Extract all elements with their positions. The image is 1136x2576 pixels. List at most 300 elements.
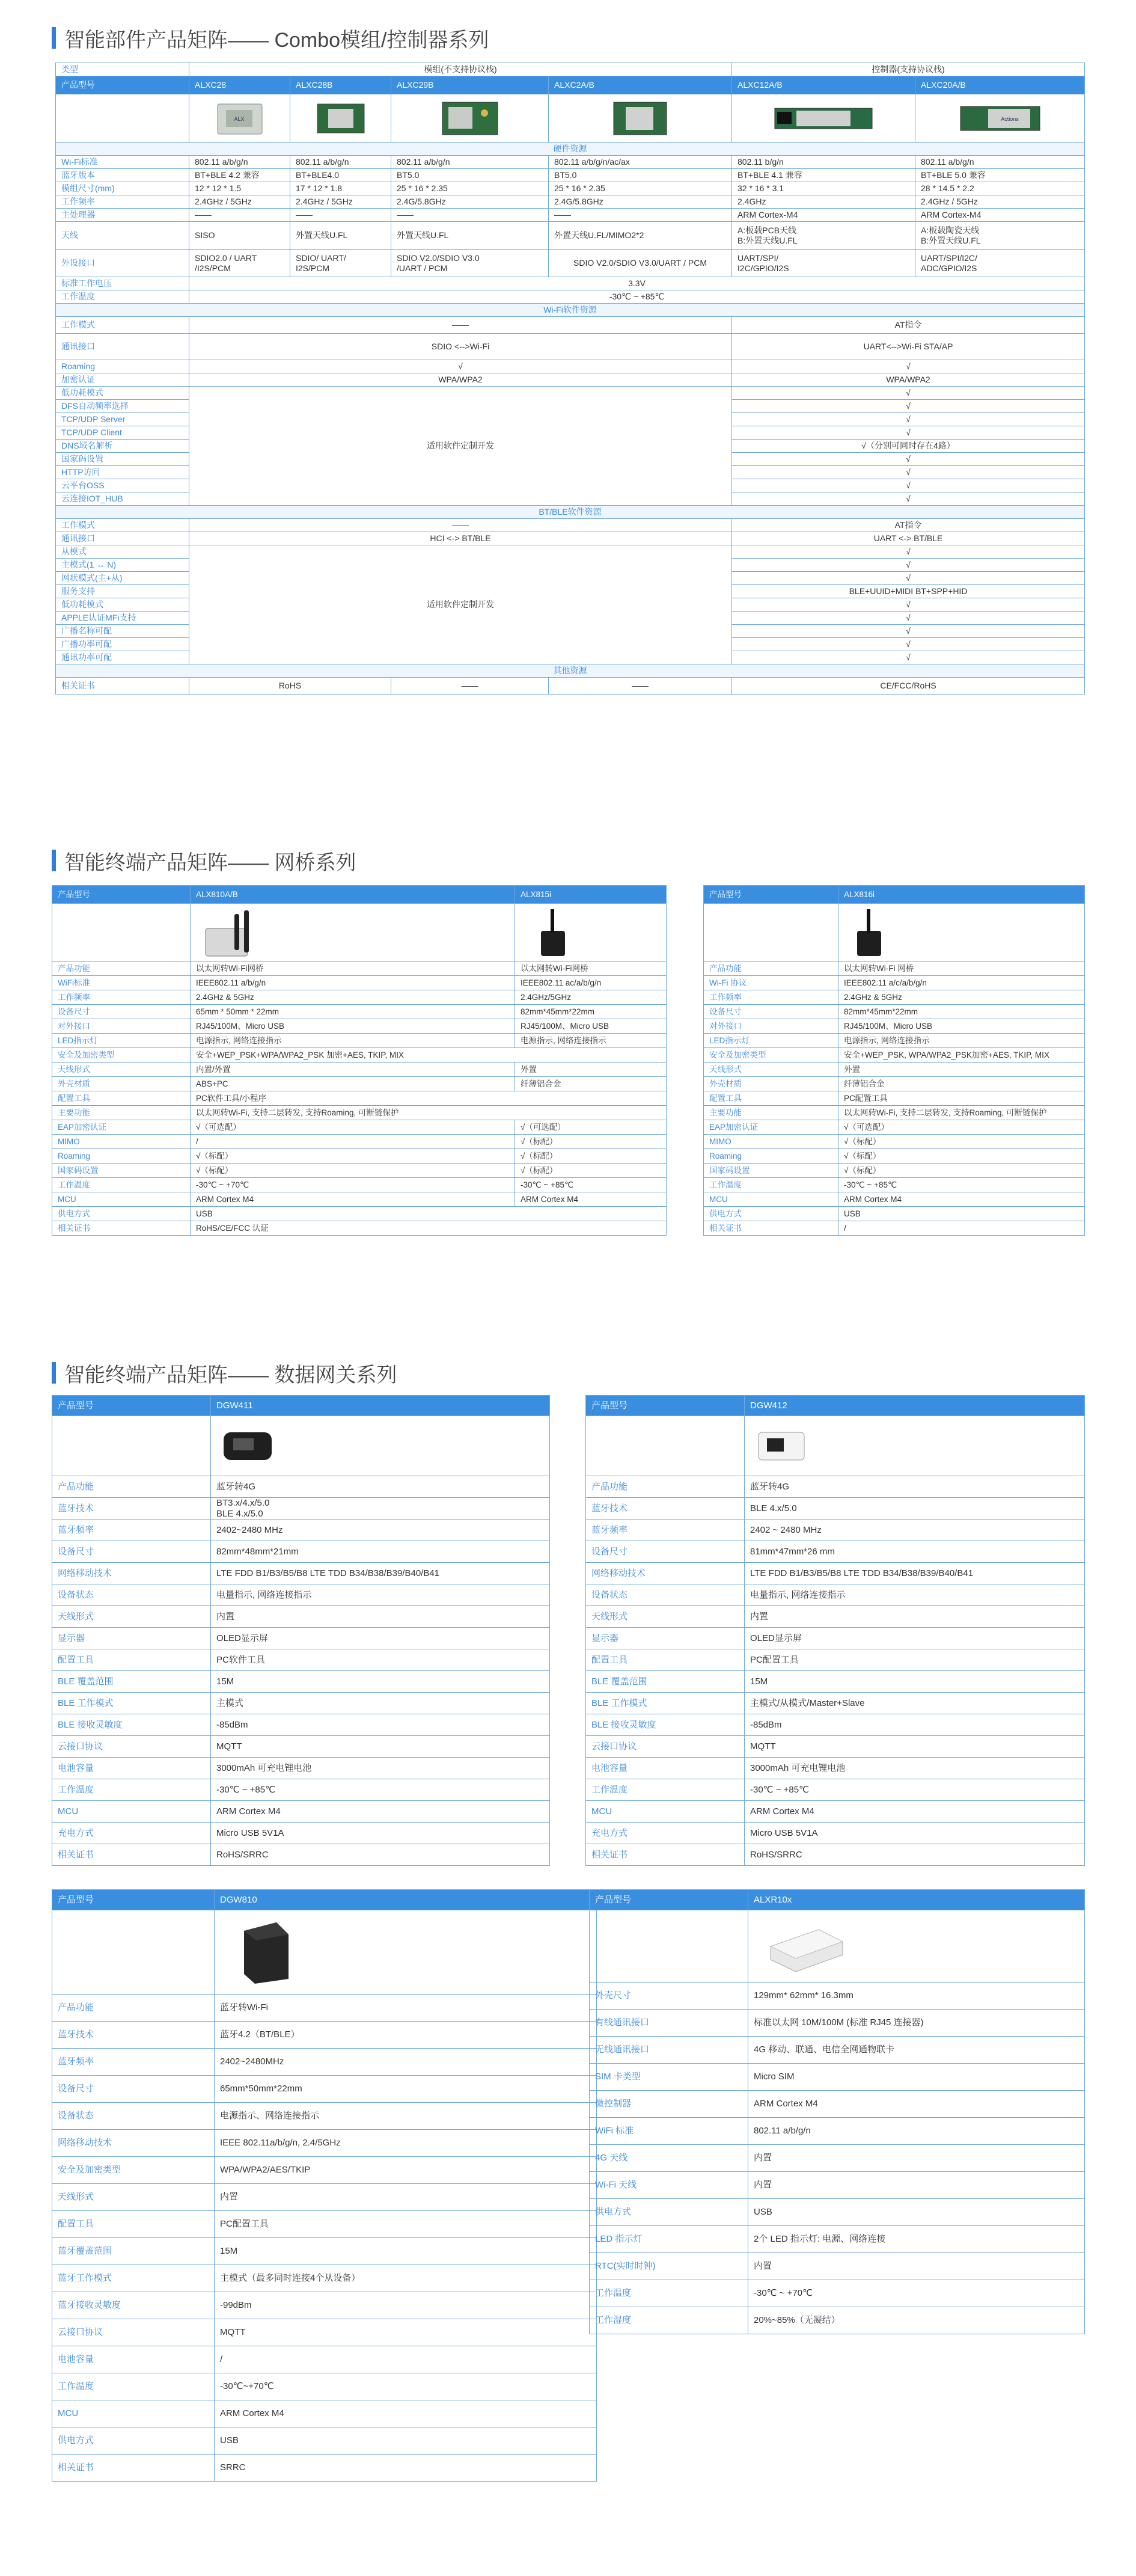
table-row	[52, 1207, 667, 1221]
spec-value: 2.4G/5.8GHz	[391, 195, 549, 209]
bt-mode-module: ——	[189, 519, 732, 532]
row-label: 蓝牙频率	[586, 1520, 745, 1541]
spec-value: ——	[189, 209, 290, 222]
spec-value: 2.4GHz / 5GHz	[915, 195, 1085, 209]
row-label: 蓝牙技术	[586, 1498, 745, 1520]
product-image	[549, 94, 732, 143]
model-cell: ALXC29B	[391, 76, 549, 94]
row-label: 对外接口	[52, 1019, 191, 1034]
table-row	[704, 1135, 1085, 1149]
controller-value: √	[732, 400, 1085, 413]
row-label: 网络移动技术	[586, 1563, 745, 1584]
spec-value: 纤薄铝合金	[838, 1077, 1085, 1091]
gateway-table-alxr10x	[589, 1889, 1085, 2334]
spec-value: BT3.x/4.x/5.0 BLE 4.x/5.0	[211, 1498, 550, 1520]
spec-value: -30℃ ~ +85℃	[211, 1779, 550, 1801]
custom-dev-note: 适用软件定制开发	[189, 545, 732, 664]
spec-value: 17 * 12 * 1.8	[290, 182, 391, 195]
spec-value: -99dBm	[215, 2292, 597, 2319]
row-label: 供电方式	[52, 1207, 191, 1221]
spec-value: -85dBm	[211, 1714, 550, 1736]
spec-value: 15M	[215, 2238, 597, 2265]
table-row	[52, 1541, 550, 1563]
table-row	[52, 1520, 550, 1541]
spec-value: ——	[391, 209, 549, 222]
row-label: 云接口协议	[586, 1736, 745, 1758]
spec-value: 4G 移动、联通、电信全网通物联卡	[748, 2037, 1085, 2064]
product-image	[191, 904, 515, 961]
spec-value: /	[838, 1221, 1085, 1236]
table-row	[52, 990, 667, 1005]
table-row	[586, 1606, 1085, 1628]
table-row	[52, 2130, 597, 2157]
spec-value: USB	[838, 1207, 1085, 1221]
table-row	[704, 1034, 1085, 1048]
spec-value: 802.11 a/b/g/n	[915, 156, 1085, 169]
row-label: 配置工具	[704, 1091, 838, 1106]
table-row	[52, 1844, 550, 1866]
table-row	[56, 156, 1085, 169]
gateway-device-image	[233, 1916, 299, 1989]
row-label: WiFi 标准	[590, 2118, 748, 2145]
wifi-comm-controller: UART<-->Wi-Fi STA/AP	[732, 334, 1085, 360]
row-label: SIM 卡类型	[590, 2064, 748, 2091]
row-label: 工作温度	[586, 1779, 745, 1801]
table-row	[586, 1476, 1085, 1498]
model-label: 产品型号	[52, 1396, 211, 1416]
table-row	[52, 2157, 597, 2184]
row-label: 有线通讯接口	[590, 2010, 748, 2037]
row-label: 配置工具	[52, 1091, 191, 1106]
row-label: 外设接口	[56, 250, 189, 277]
spec-value: 28 * 14.5 * 2.2	[915, 182, 1085, 195]
antenna-cell: 外置天线U.FL	[290, 222, 391, 250]
table-row	[52, 2022, 597, 2049]
antenna-cell: A:板载陶瓷天线 B:外置天线U.FL	[915, 222, 1085, 250]
spec-value: MQTT	[211, 1736, 550, 1758]
row-label: MCU	[52, 1192, 191, 1207]
cert-value: RoHS	[189, 678, 391, 695]
row-label: 国家码设置	[56, 453, 189, 466]
controller-value: √	[732, 625, 1085, 638]
product-image	[391, 94, 549, 143]
custom-dev-note: 适用软件定制开发	[189, 387, 732, 506]
table-row	[56, 545, 1085, 559]
spec-value: 内置	[215, 2184, 597, 2211]
table-row	[704, 1192, 1085, 1207]
spec-value: RoHS/SRRC	[211, 1844, 550, 1866]
row-label: 通讯接口	[56, 334, 189, 360]
section-title: 智能终端产品矩阵—— 数据网关系列	[64, 1363, 397, 1387]
spec-value: ARM Cortex M4	[515, 1192, 667, 1207]
row-label: Wi-Fi标准	[56, 156, 189, 169]
row-label: 工作湿度	[590, 2307, 748, 2334]
row-label: 蓝牙技术	[52, 1498, 211, 1520]
spec-value: Micro USB 5V1A	[745, 1823, 1085, 1844]
gateway-table-dgw411	[52, 1395, 550, 1866]
spec-value: 蓝牙转4G	[211, 1476, 550, 1498]
table-row	[586, 1844, 1085, 1866]
spec-value: -30℃~+70℃	[215, 2373, 597, 2400]
spec-value: 2.4GHz & 5GHz	[838, 990, 1085, 1005]
svg-text:Actions: Actions	[1000, 115, 1019, 122]
spec-value: 129mm* 62mm* 16.3mm	[748, 1983, 1085, 2010]
spec-value: BLE 4.x/5.0	[745, 1498, 1085, 1520]
table-row	[56, 182, 1085, 195]
row-label: 无线通讯接口	[590, 2037, 748, 2064]
row-label: RTC(实时时钟)	[590, 2253, 748, 2280]
row-label: 产品功能	[52, 1476, 211, 1498]
spec-value: BT5.0	[391, 169, 549, 182]
row-label: 相关证书	[704, 1221, 838, 1236]
row-label: 模组尺寸(mm)	[56, 182, 189, 195]
row-label: MCU	[52, 1801, 211, 1823]
table-row	[52, 2319, 597, 2346]
controller-value: √	[732, 612, 1085, 625]
row-label: 服务支持	[56, 585, 189, 598]
row-label: 设备状态	[52, 2103, 215, 2130]
table-row	[590, 1983, 1085, 2010]
row-label: MCU	[704, 1192, 838, 1207]
controller-value: √	[732, 559, 1085, 572]
row-label: 设备尺寸	[52, 1541, 211, 1563]
row-label: 蓝牙工作模式	[52, 2265, 215, 2292]
controller-value: √	[732, 572, 1085, 585]
type-label: 类型	[56, 63, 189, 76]
spec-value: 以太网转Wi-Fi网桥	[191, 961, 515, 976]
table-row	[52, 1606, 550, 1628]
spec-value: 2.4GHz/5GHz	[515, 990, 667, 1005]
spec-value: 25 * 16 * 2.35	[391, 182, 549, 195]
table-row	[56, 209, 1085, 222]
spec-value: 以太网转Wi-Fi, 支持二层转发, 支持Roaming, 可断链保护	[838, 1106, 1085, 1120]
row-label: 4G 天线	[590, 2145, 748, 2172]
type-module: 模组(不支持协议栈)	[189, 63, 732, 76]
table-row	[586, 1649, 1085, 1671]
controller-value: √	[732, 466, 1085, 479]
row-label: 网状模式(主+从)	[56, 572, 189, 585]
spec-value: Micro USB 5V1A	[211, 1823, 550, 1844]
row-label: 国家码设置	[52, 1164, 191, 1178]
table-row	[52, 1149, 667, 1164]
spec-value: -30℃ ~ +70℃	[748, 2280, 1085, 2307]
wifi-module-image	[315, 102, 367, 135]
table-row	[590, 2145, 1085, 2172]
spec-value: -30℃ ~ +70℃	[191, 1178, 515, 1192]
row-label: MCU	[586, 1801, 745, 1823]
spec-value: RJ45/100M、Micro USB	[515, 1019, 667, 1034]
spec-value: ——	[549, 209, 732, 222]
spec-value: ARM Cortex-M4	[732, 209, 915, 222]
auth-controller: WPA/WPA2	[732, 373, 1085, 387]
row-label: Roaming	[704, 1149, 838, 1164]
interface-cell: UART/SPI/ I2C/GPIO/I2S	[732, 250, 915, 277]
row-label: APPLE认证MFi支持	[56, 612, 189, 625]
row-label: 相关证书	[52, 2455, 215, 2482]
subsection-wifi-software: Wi-Fi软件资源	[56, 304, 1085, 317]
table-row	[52, 1106, 667, 1120]
model-label: 产品型号	[590, 1890, 748, 1910]
spec-value: /	[191, 1135, 515, 1149]
spec-value: √（标配）	[515, 1149, 667, 1164]
table-row	[704, 1207, 1085, 1221]
cert-value: CE/FCC/RoHS	[732, 678, 1085, 695]
row-label: 工作温度	[590, 2280, 748, 2307]
model-cell: DGW412	[745, 1396, 1085, 1416]
subsection-hardware: 硬件资源	[56, 143, 1085, 156]
table-row	[704, 1164, 1085, 1178]
product-image	[189, 94, 290, 143]
spec-value: 纤薄铝合金	[515, 1077, 667, 1091]
spec-value: ARM Cortex M4	[838, 1192, 1085, 1207]
table-row	[704, 1063, 1085, 1077]
spec-value: ARM Cortex M4	[211, 1801, 550, 1823]
row-label: BLE 覆盖范围	[52, 1671, 211, 1693]
spec-value: √（标配）	[191, 1149, 515, 1164]
table-row	[52, 1779, 550, 1801]
controller-value: √	[732, 387, 1085, 400]
spec-value: 81mm*47mm*26 mm	[745, 1541, 1085, 1563]
row-label: BLE 工作模式	[52, 1693, 211, 1714]
spec-value: 蓝牙转Wi-Fi	[215, 1995, 597, 2022]
spec-value: 蓝牙4.2（BT/BLE）	[215, 2022, 597, 2049]
gateway-device-image	[218, 1425, 278, 1467]
spec-value: 内置	[748, 2172, 1085, 2199]
table-row	[52, 2103, 597, 2130]
row-label: 外壳材质	[52, 1077, 191, 1091]
gateway-device-image	[751, 1425, 811, 1467]
table-row	[586, 1628, 1085, 1649]
spec-value: PC配置工具	[838, 1091, 1085, 1106]
row-label: 外壳尺寸	[590, 1983, 748, 2010]
model-label: 产品型号	[704, 886, 838, 904]
spec-value: 电量指示, 网络连接指示	[745, 1584, 1085, 1606]
row-label: 外壳材质	[704, 1077, 838, 1091]
heading-accent-bar	[52, 1362, 56, 1384]
table-row	[586, 1736, 1085, 1758]
spec-value: 15M	[745, 1671, 1085, 1693]
model-cell: ALXC2A/B	[549, 76, 732, 94]
table-row	[704, 1005, 1085, 1019]
row-label: 主要功能	[52, 1106, 191, 1120]
table-row	[52, 1671, 550, 1693]
table-row	[590, 2253, 1085, 2280]
row-label: 配置工具	[52, 2211, 215, 2238]
spec-value: IEEE802.11 a/c/a/b/g/n	[838, 976, 1085, 990]
row-label: Wi-Fi 天线	[590, 2172, 748, 2199]
model-cell: DGW810	[215, 1890, 597, 1910]
row-label: LED指示灯	[52, 1034, 191, 1048]
spec-value: 3000mAh 可充电锂电池	[745, 1758, 1085, 1779]
spec-value: 2402~2480MHz	[215, 2049, 597, 2076]
spec-value: LTE FDD B1/B3/B5/B8 LTE TDD B34/B38/B39/B40/B41	[211, 1563, 550, 1584]
wifi-module-image	[772, 105, 875, 132]
table-row	[586, 1823, 1085, 1844]
controller-value: √	[732, 651, 1085, 664]
table-row	[590, 2091, 1085, 2118]
spec-value: OLED显示屏	[745, 1628, 1085, 1649]
row-label: 产品功能	[586, 1476, 745, 1498]
spec-value: 82mm*48mm*21mm	[211, 1541, 550, 1563]
spec-value: √（标配）	[515, 1164, 667, 1178]
row-label: 云接口协议	[52, 2319, 215, 2346]
table-row	[52, 1649, 550, 1671]
spec-value: IEEE802.11 ac/a/b/g/n	[515, 976, 667, 990]
row-label: Roaming	[56, 360, 189, 373]
table-row	[52, 1736, 550, 1758]
heading-accent-bar	[52, 850, 56, 871]
row-label: 产品功能	[704, 961, 838, 976]
wifi-mode-controller: AT指令	[732, 317, 1085, 334]
spec-value: 电源指示、网络连接指示	[215, 2103, 597, 2130]
row-label: 天线形式	[704, 1063, 838, 1077]
model-cell: ALX815i	[515, 886, 667, 904]
row-label: 工作温度	[56, 290, 189, 304]
row-label: 工作模式	[56, 317, 189, 334]
spec-value: √（可选配）	[191, 1120, 515, 1135]
roaming-module: √	[189, 360, 732, 373]
row-label: 通讯接口	[56, 532, 189, 545]
row-label: 工作温度	[52, 2373, 215, 2400]
row-label: 安全及加密类型	[52, 2157, 215, 2184]
row-label: 对外接口	[704, 1019, 838, 1034]
row-label: 云接口协议	[52, 1736, 211, 1758]
row-label: HTTP访问	[56, 466, 189, 479]
table-row	[704, 1077, 1085, 1091]
gateway-table-dgw810	[52, 1889, 597, 2482]
row-label: 国家码设置	[704, 1164, 838, 1178]
model-label: 产品型号	[52, 886, 191, 904]
spec-value: RJ45/100M、Micro USB	[838, 1019, 1085, 1034]
subsection-other: 其他资源	[56, 664, 1085, 678]
table-row	[52, 1758, 550, 1779]
spec-value: 以太网转Wi-Fi, 支持二层转发, 支持Roaming, 可断链保护	[191, 1106, 667, 1120]
spec-value: RoHS/CE/FCC 认证	[191, 1221, 667, 1236]
table-row	[704, 1149, 1085, 1164]
row-label: 蓝牙版本	[56, 169, 189, 182]
table-row	[586, 1693, 1085, 1714]
spec-value: 2个 LED 指示灯: 电源、网络连接	[748, 2226, 1085, 2253]
spec-value: 以太网转Wi-Fi 网桥	[838, 961, 1085, 976]
table-row	[704, 1178, 1085, 1192]
table-row	[586, 1779, 1085, 1801]
wifi-module-image	[214, 100, 266, 136]
combo-matrix-table	[55, 63, 1085, 695]
table-row	[52, 2292, 597, 2319]
row-label: 网络移动技术	[52, 2130, 215, 2157]
spec-value: BT+BLE 5.0 兼容	[915, 169, 1085, 182]
spec-value: PC软件工具/小程序	[191, 1091, 667, 1106]
product-image	[748, 1910, 1085, 1983]
spec-value: Micro SIM	[748, 2064, 1085, 2091]
spec-value: √（标配）	[515, 1135, 667, 1149]
model-cell: ALXC28B	[290, 76, 391, 94]
row-label: 从模式	[56, 545, 189, 559]
table-row	[586, 1801, 1085, 1823]
table-row	[704, 1019, 1085, 1034]
controller-value: √	[732, 413, 1085, 426]
heading-accent-bar	[52, 27, 56, 49]
row-label: 工作频率	[52, 990, 191, 1005]
row-label: 设备尺寸	[586, 1541, 745, 1563]
spec-value: USB	[191, 1207, 667, 1221]
row-label: 配置工具	[52, 1649, 211, 1671]
table-row	[590, 2172, 1085, 2199]
controller-value: √	[732, 426, 1085, 440]
model-cell: ALXC20A/B	[915, 76, 1085, 94]
table-row	[52, 1077, 667, 1091]
svg-text:ALX: ALX	[233, 115, 245, 122]
row-label: 相关证书	[586, 1844, 745, 1866]
section-heading-combo	[52, 25, 489, 51]
spec-value: √（可选配）	[838, 1120, 1085, 1135]
row-label: 相关证书	[52, 1844, 211, 1866]
row-label: 充电方式	[52, 1823, 211, 1844]
spec-value: PC配置工具	[745, 1649, 1085, 1671]
spec-value: PC配置工具	[215, 2211, 597, 2238]
product-image	[838, 904, 1085, 961]
row-label: 显示器	[52, 1628, 211, 1649]
spec-value: 标准以太网 10M/100M (标准 RJ45 连接器)	[748, 2010, 1085, 2037]
controller-value: √	[732, 479, 1085, 492]
product-image	[290, 94, 391, 143]
row-label: DNS域名解析	[56, 440, 189, 453]
model-cell: ALXR10x	[748, 1890, 1085, 1910]
table-row	[52, 1048, 667, 1063]
spec-value: 82mm*45mm*22mm	[838, 1005, 1085, 1019]
table-row	[52, 976, 667, 990]
spec-value: 15M	[211, 1671, 550, 1693]
table-row	[704, 1221, 1085, 1236]
spec-value: -30℃ ~ +85℃	[838, 1178, 1085, 1192]
voltage-value: 3.3V	[189, 277, 1085, 290]
row-label: MIMO	[52, 1135, 191, 1149]
spec-value: 蓝牙转4G	[745, 1476, 1085, 1498]
table-row	[52, 961, 667, 976]
spec-value: 802.11 b/g/n	[732, 156, 915, 169]
spec-value: ARM Cortex M4	[748, 2091, 1085, 2118]
spec-value: ABS+PC	[191, 1077, 515, 1091]
spec-value: BT+BLE 4.1 兼容	[732, 169, 915, 182]
row-label: 主模式(1 ↔ N)	[56, 559, 189, 572]
controller-value: √	[732, 492, 1085, 506]
product-image	[732, 94, 915, 143]
row-label: 蓝牙覆盖范围	[52, 2238, 215, 2265]
row-label: 设备尺寸	[52, 1005, 191, 1019]
row-label: 天线形式	[52, 1063, 191, 1077]
row-label: 电池容量	[52, 1758, 211, 1779]
bt-mode-controller: AT指令	[732, 519, 1085, 532]
row-label: BLE 接收灵敏度	[52, 1714, 211, 1736]
gateway-table-dgw412	[585, 1395, 1085, 1866]
spec-value: 主模式	[211, 1693, 550, 1714]
row-label: 电池容量	[52, 2346, 215, 2373]
row-label: 显示器	[586, 1628, 745, 1649]
spec-value: ARM Cortex M4	[191, 1192, 515, 1207]
row-label: 天线形式	[52, 1606, 211, 1628]
row-label: 产品功能	[52, 961, 191, 976]
row-label: 天线	[56, 222, 189, 250]
row-label: 设备尺寸	[704, 1005, 838, 1019]
table-row	[586, 1498, 1085, 1520]
row-label: 加密认证	[56, 373, 189, 387]
spec-value: BT5.0	[549, 169, 732, 182]
product-image	[515, 904, 667, 961]
spec-value: 65mm*50mm*22mm	[215, 2076, 597, 2103]
spec-value: -85dBm	[745, 1714, 1085, 1736]
row-label: 设备尺寸	[52, 2076, 215, 2103]
model-cell: ALXC12A/B	[732, 76, 915, 94]
